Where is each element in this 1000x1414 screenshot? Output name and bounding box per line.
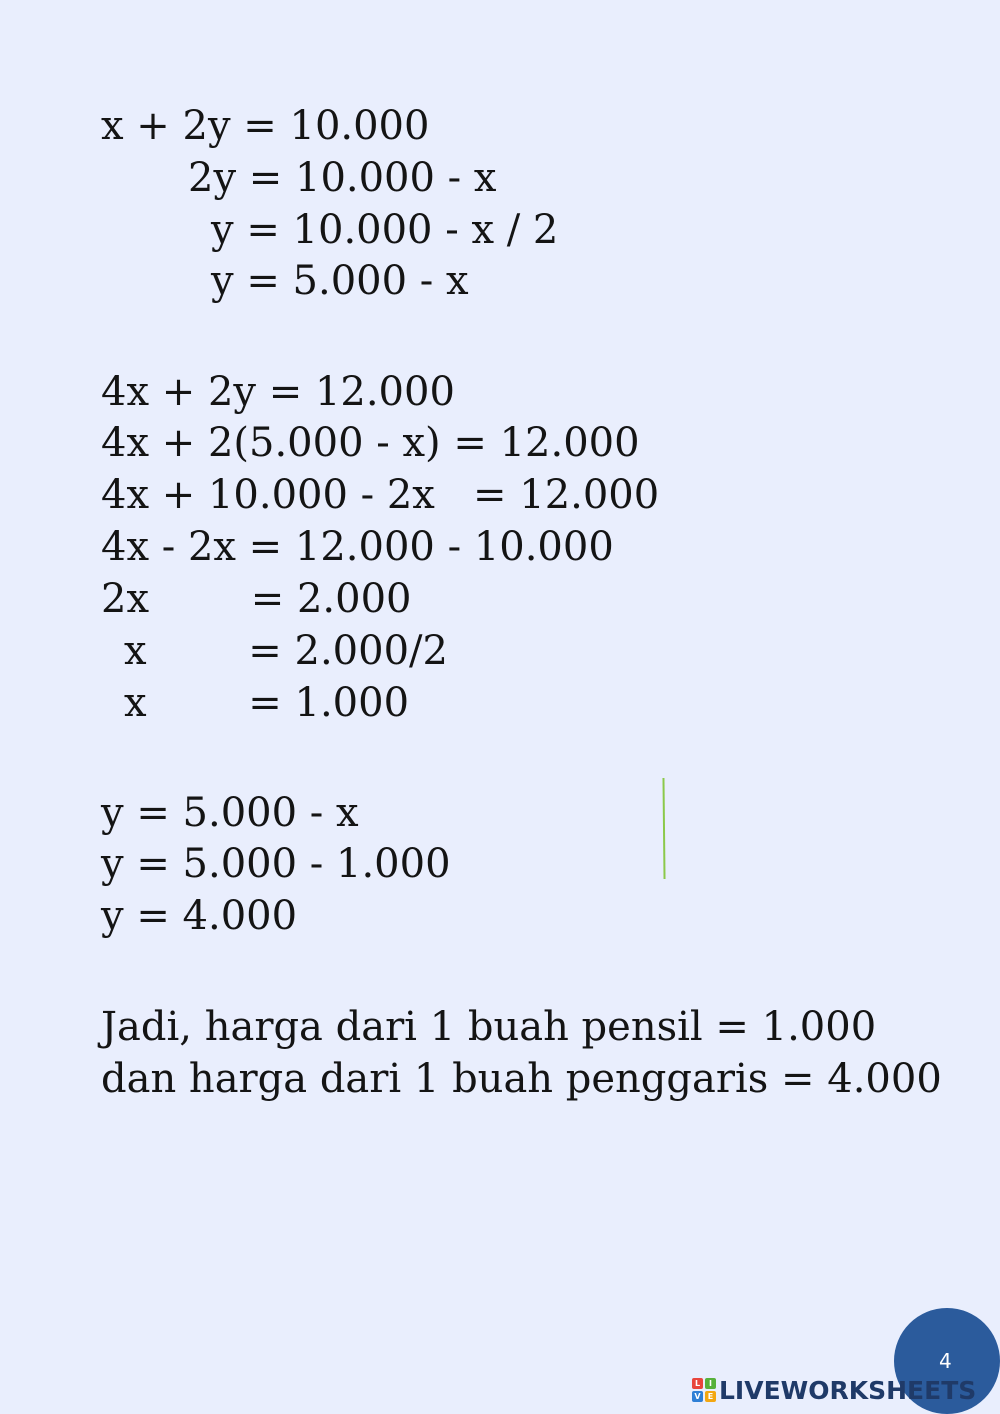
logo-icon — [692, 1378, 716, 1402]
equation-line: x = 1.000 — [124, 680, 410, 726]
equation-line: 4x + 2y = 12.000 — [101, 369, 455, 415]
equation-line: y = 4.000 — [101, 893, 298, 939]
page-number: 4 — [939, 1349, 952, 1373]
logo-square: E — [705, 1391, 716, 1402]
logo-text: LIVEWORKSHEETS — [719, 1375, 977, 1405]
logo-square: V — [692, 1391, 703, 1402]
logo-square: L — [692, 1378, 703, 1389]
equation-line: x = 2.000/2 — [124, 628, 448, 674]
conclusion-line: dan harga dari 1 buah penggaris = 4.000 — [101, 1056, 942, 1102]
conclusion-line: Jadi, harga dari 1 buah pensil = 1.000 — [101, 1004, 877, 1050]
equation-line: y = 5.000 - 1.000 — [101, 841, 451, 887]
pen-stroke-mark — [662, 778, 665, 879]
equation-line: 4x + 10.000 - 2x = 12.000 — [101, 472, 660, 518]
equation-line: x + 2y = 10.000 — [101, 103, 430, 149]
equation-line: y = 10.000 - x / 2 — [211, 207, 559, 253]
equation-line: y = 5.000 - x — [101, 790, 359, 836]
liveworksheets-logo — [692, 1373, 976, 1407]
equation-line: 2x = 2.000 — [101, 576, 412, 622]
logo-square: I — [705, 1378, 716, 1389]
equation-line: 4x + 2(5.000 - x) = 12.000 — [101, 420, 640, 466]
equation-line: 2y = 10.000 - x — [188, 155, 497, 201]
equation-line: y = 5.000 - x — [211, 258, 469, 304]
equation-line: 4x - 2x = 12.000 - 10.000 — [101, 524, 614, 570]
